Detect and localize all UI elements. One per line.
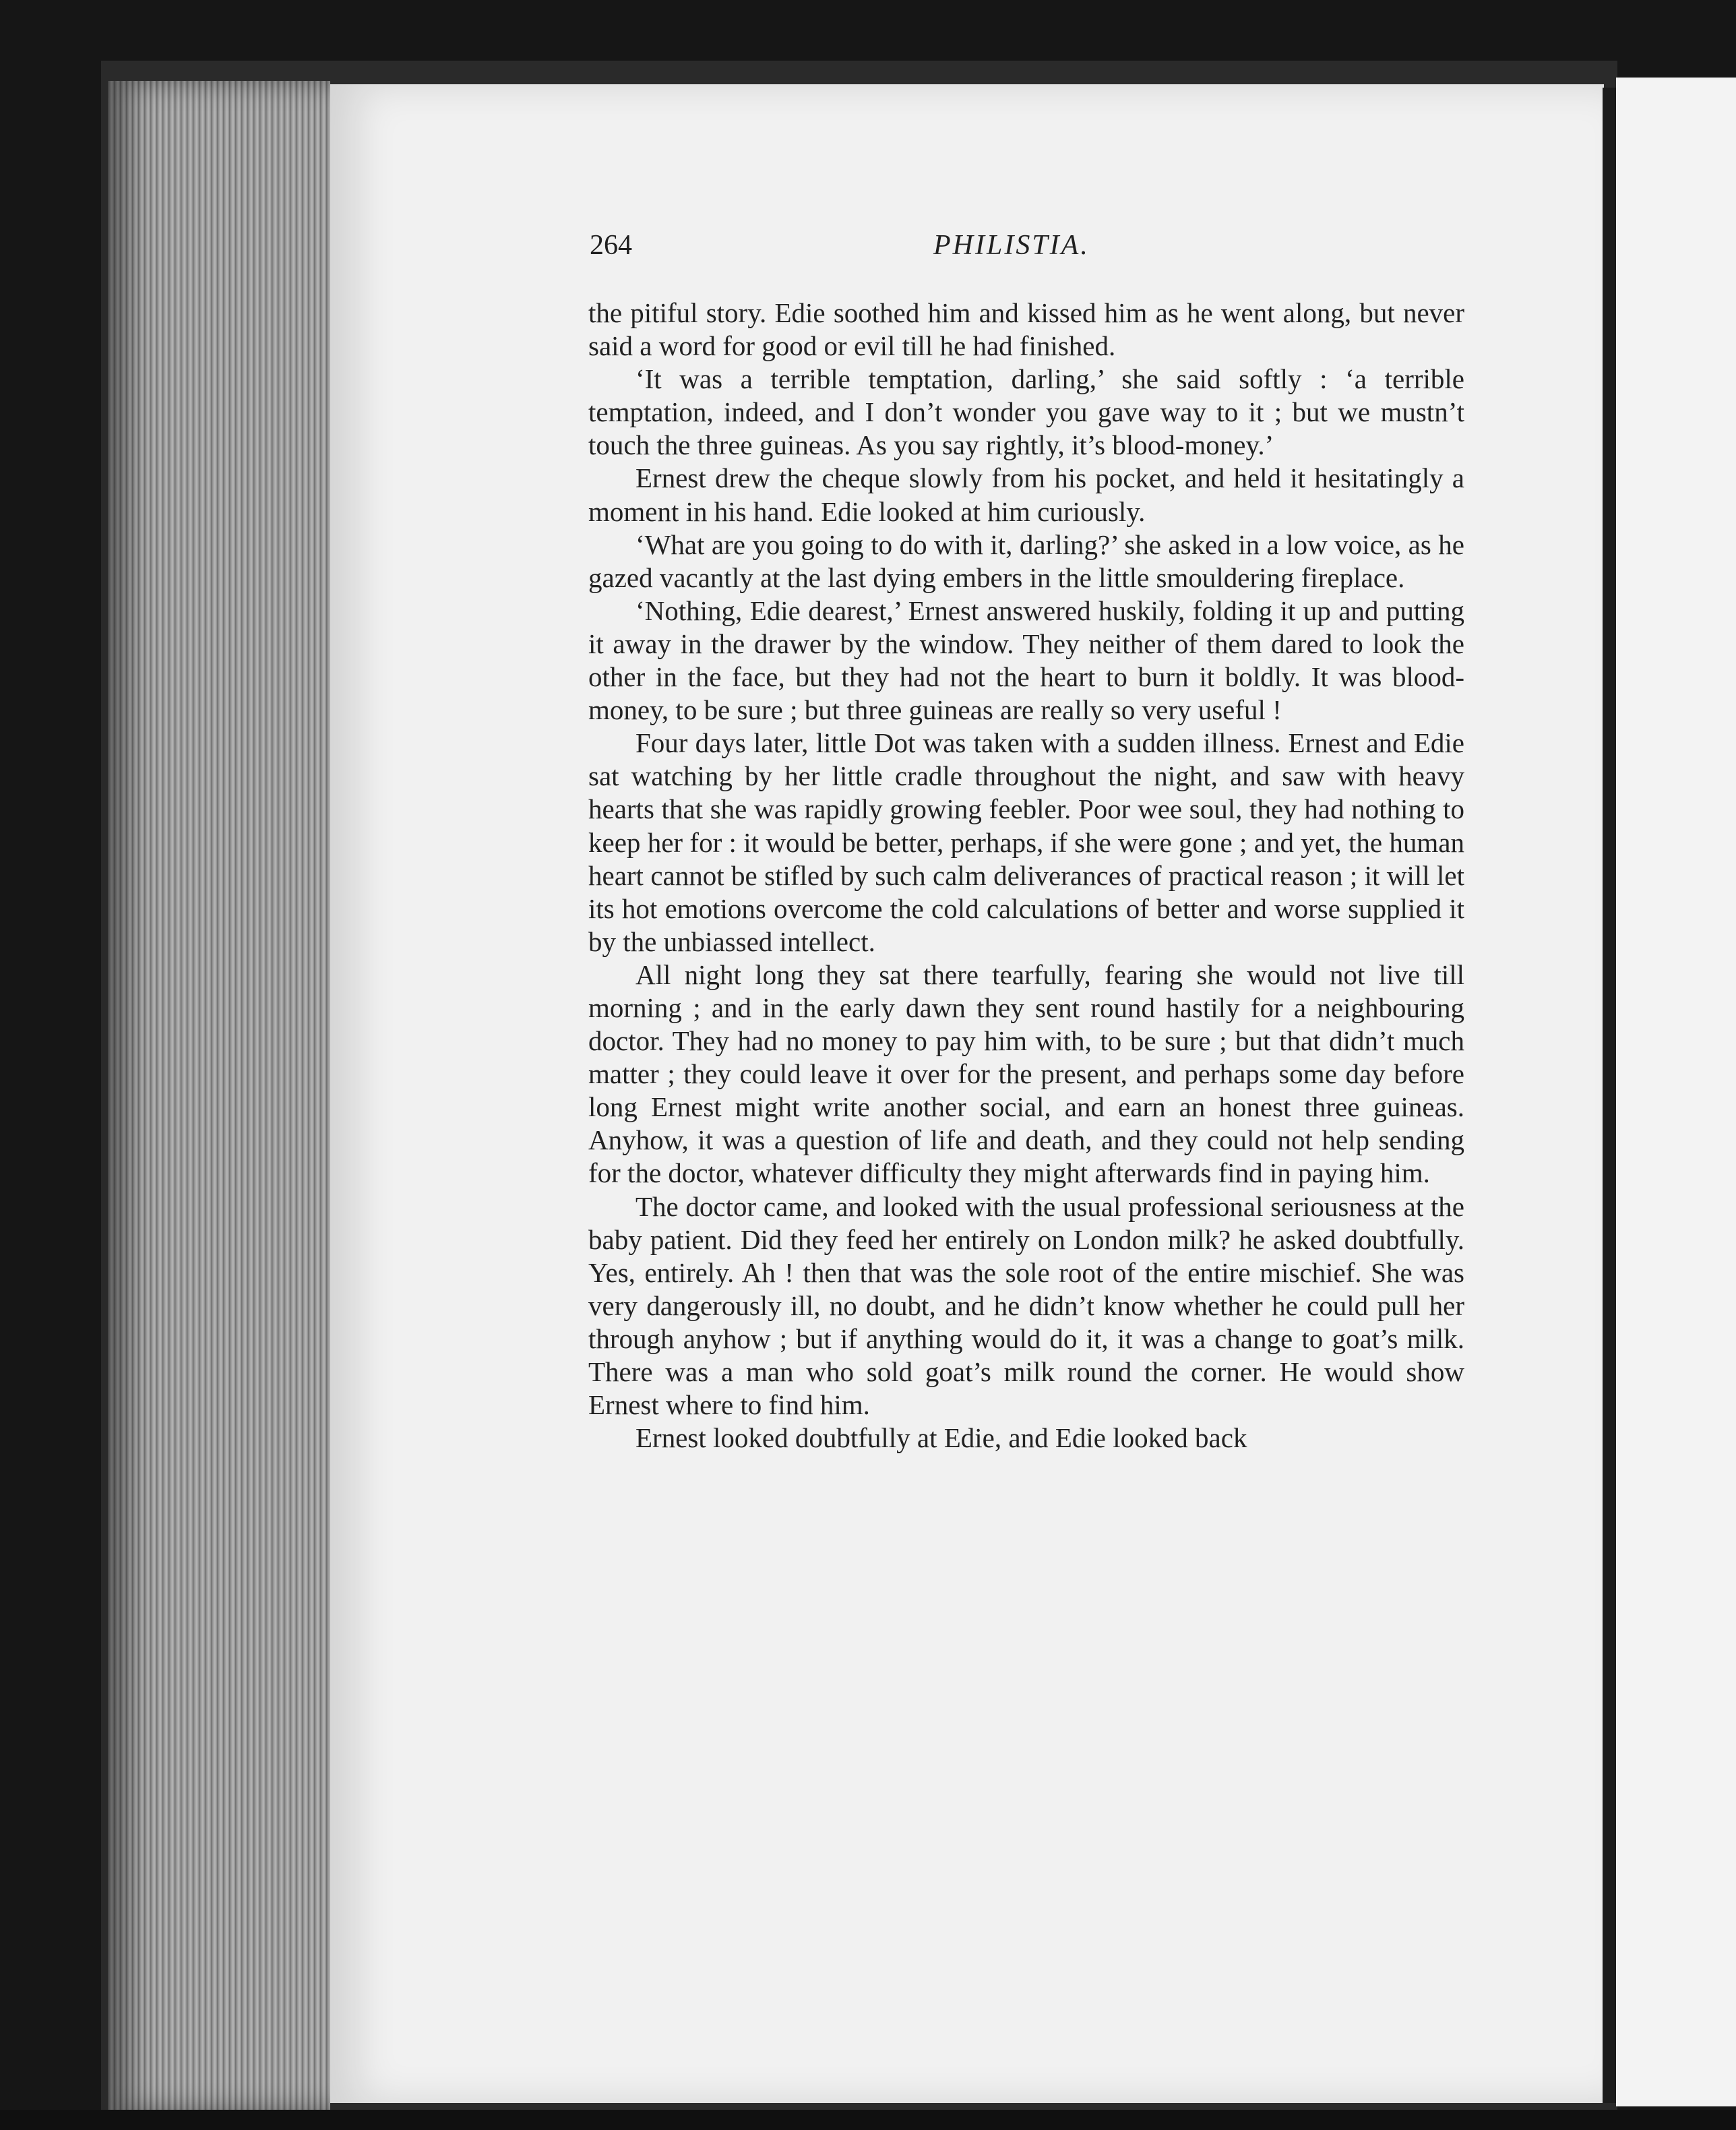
page-number: 264 [590, 230, 632, 261]
paragraph: ‘It was a terrible temptation, darling,’ she said softly : ‘a terrible temptation, indeed, and I don’t wonder you gave way to it ; but we mustn’t touch the three guineas. As you say rightly, it’s blood-money.’ [588, 363, 1464, 461]
paragraph: Ernest drew the cheque slowly from his pocket, and held it hesitatingly a moment in his hand. Edie looked at him curiously. [588, 462, 1464, 527]
paragraph: Four days later, little Dot was taken with a sudden illness. Ernest and Edie sat watching by her little cradle throughout the night, and saw with heavy hearts that she was rapidly growing feebler. Poor wee soul, they had nothing to keep her for : it would be better, perhaps, if she were gone ; and yet, the human heart cannot be stifled by such calm deliverances of practical reason ; it will let its hot emotions overcome the cold calculations of better and worse supplied it by the unbiassed intellect. [588, 727, 1464, 957]
body-text [588, 297, 1464, 1455]
paragraph: The doctor came, and looked with the usual professional seriousness at the baby patient. Did they feed her entirely on London milk? he asked doubtfully. Yes, entirely. Ah ! then that was the sole root of the entire mischief. She was very dangerously ill, no doubt, and he didn’t know whether he could pull her through anyhow ; but if anything would do it, it was a change to goat’s milk. There was a man who sold goat’s milk round the corner. He would show Ernest where to find him. [588, 1190, 1464, 1421]
right-page-edge [1616, 78, 1736, 2106]
paragraph: Ernest looked doubtfully at Edie, and Edie looked back [636, 1422, 1247, 1454]
paragraph: the pitiful story. Edie soothed him and kissed him as he went along, but never said a word for good or evil till he had finished. [588, 297, 1464, 362]
paragraph: ‘What are you going to do with it, darling?’ she asked in a low voice, as he gazed vacantly at the last dying embers in the little smouldering fireplace. [588, 528, 1464, 593]
page-header [590, 229, 1466, 276]
paragraph: ‘Nothing, Edie dearest,’ Ernest answered huskily, folding it up and putting it away in the drawer by the window. They neither of them dared to look the other in the face, but they had not the heart to burn it boldly. It was blood-money, to be sure ; but three guineas are really so very useful ! [588, 595, 1464, 726]
scan-bottom-border [0, 2110, 1736, 2130]
running-title: PHILISTIA. [933, 230, 1090, 261]
page-edges [108, 81, 330, 2110]
book-spine [1603, 88, 1616, 2103]
paragraph: All night long they sat there tearfully, fearing she would not live till morning ; and in the early dawn they sent round hastily for a neighbouring doctor. They had no money to pay him with, to be sure ; but that didn’t much matter ; they could leave it over for the present, and perhaps some day before long Ernest might write another social, and earn an honest three guineas. Anyhow, it was a question of life and death, and they could not help sending for the doctor, whatever difficulty they might afterwards find in paying him. [588, 958, 1464, 1189]
